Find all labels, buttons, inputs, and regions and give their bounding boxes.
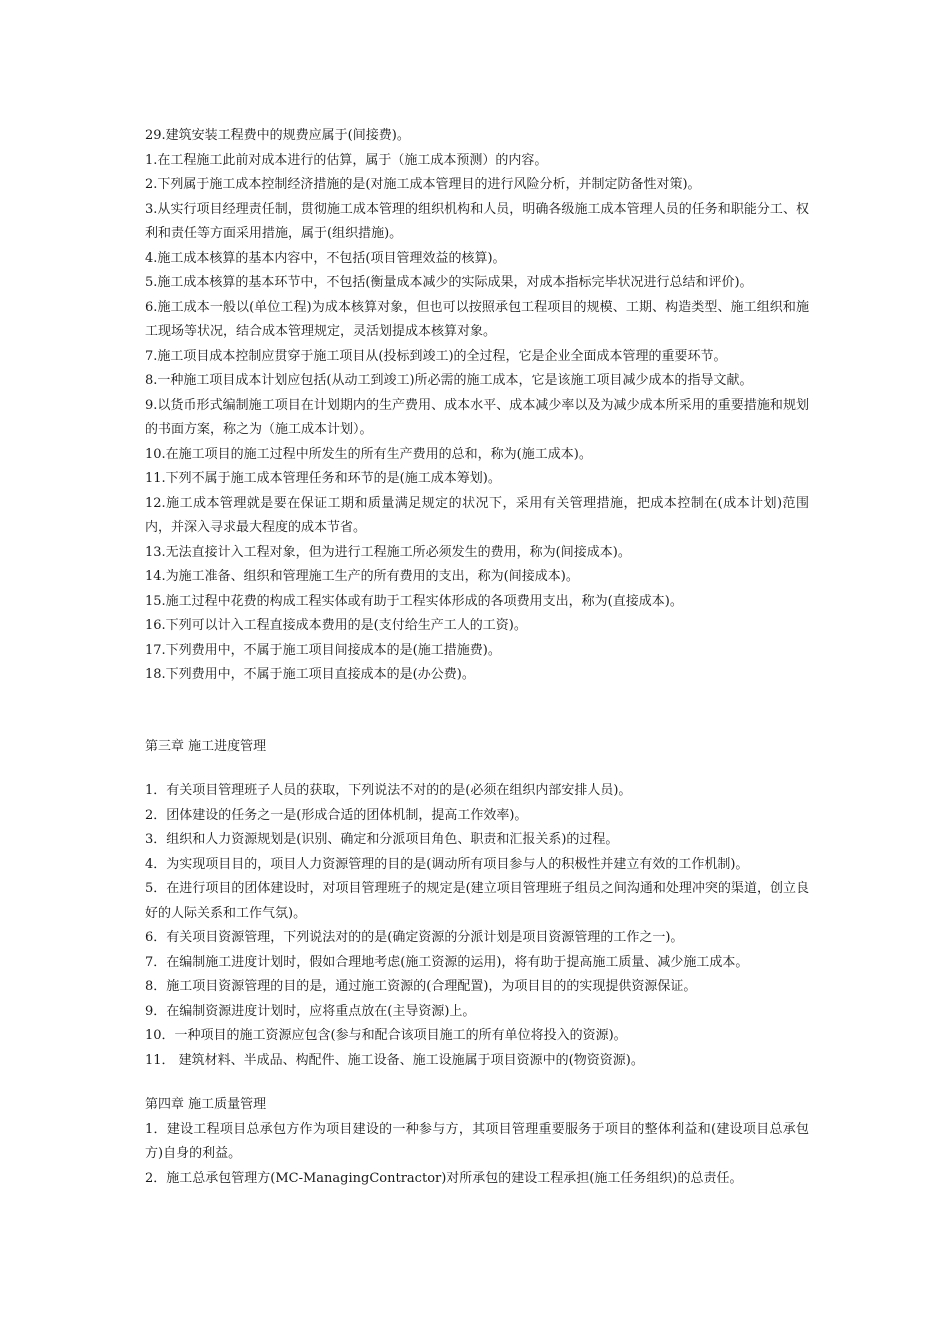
paragraph: 18.下列费用中，不属于施工项目直接成本的是(办公费)。 (145, 667, 475, 682)
list-item: 4．为实现项目目的，项目人力资源管理的目的是(调动所有项目参与人的积极性并建立有效的工作机制)。 (145, 856, 749, 872)
paragraph: 3.从实行项目经理责任制，贯彻施工成本管理的组织机构和人员，明确各级施工成本管理人员的任务和职能分工、权利和责任等方面采用措施，属于(组织措施)。 (145, 201, 809, 241)
paragraph: 2.下列属于施工成本控制经济措施的是(对施工成本管理目的进行风险分析，并制定防备性对策)。 (145, 177, 701, 192)
list-item: 5．在进行项目的团体建设时，对项目管理班子的规定是(建立项目管理班子组员之间沟通和处理冲突的渠道，创立良好的人际关系和工作气氛)。 (145, 881, 809, 921)
paragraph: 13.无法直接计入工程对象，但为进行工程施工所必须发生的费用，称为(间接成本)。 (145, 544, 631, 560)
paragraph: 1.在工程施工此前对成本进行的估算，属于（施工成本预测）的内容。 (145, 152, 548, 168)
paragraph: 5.施工成本核算的基本环节中，不包括(衡量成本减少的实际成果，对成本指标完毕状况进行总结和评价)。 (145, 275, 753, 290)
paragraph: 9.以货币形式编制施工项目在计划期内的生产费用、成本水平、成本减少率以及为减少成本所采用的重要措施和规划的书面方案，称之为（施工成本计划）。 (145, 397, 809, 437)
list-item: 3．组织和人力资源规划是(识别、确定和分派项目角色、职责和汇报关系)的过程。 (145, 832, 619, 847)
chapter-4-section (145, 1093, 809, 1191)
document-page (145, 124, 809, 1191)
list-item: 9．在编制资源进度计划时，应将重点放在(主导资源)上。 (145, 1003, 476, 1019)
spacer (145, 688, 809, 735)
spacer (145, 1073, 809, 1093)
list-item: 2．施工总承包管理方(MC-ManagingContractor)对所承包的建设工程承担(施工任务组织)的总责任。 (145, 1170, 743, 1186)
paragraph: 14.为施工准备、组织和管理施工生产的所有费用的支出，称为(间接成本)。 (145, 569, 579, 584)
chapter-heading: 第三章 施工进度管理 (145, 738, 267, 754)
chapter-3-section (145, 735, 809, 1074)
paragraph: 16.下列可以计入工程直接成本费用的是(支付给生产工人的工资)。 (145, 618, 527, 633)
paragraph: 15.施工过程中花费的构成工程实体或有助于工程实体形成的各项费用支出，称为(直接成本)。 (145, 593, 683, 609)
paragraph: 7.施工项目成本控制应贯穿于施工项目从(投标到竣工)的全过程，它是企业全面成本管理的重要环节。 (145, 348, 727, 364)
paragraph: 29.建筑安装工程费中的规费应属于(间接费)。 (145, 128, 410, 143)
chapter-heading: 第四章 施工质量管理 (145, 1097, 267, 1112)
paragraph: 6.施工成本一般以(单位工程)为成本核算对象，但也可以按照承包工程项目的规模、工期、构造类型、施工组织和施工现场等状况，结合成本管理规定，灵活划提成本核算对象。 (145, 299, 809, 339)
paragraph: 8.一种施工项目成本计划应包括(从动工到竣工)所必需的施工成本，它是该施工项目减少成本的指导文献。 (145, 373, 753, 388)
paragraph: 12.施工成本管理就是要在保证工期和质量满足规定的状况下，采用有关管理措施，把成本控制在(成本计划)范围内，并深入寻求最大程度的成本节省。 (145, 495, 809, 535)
section-intro (145, 124, 809, 688)
list-item: 8．施工项目资源管理的目的是，通过施工资源的(合理配置)，为项目目的的实现提供资源保证。 (145, 979, 697, 994)
paragraph: 11.下列不属于施工成本管理任务和环节的是(施工成本筹划)。 (145, 471, 501, 486)
list-item: 10．一种项目的施工资源应包含(参与和配合该项目施工的所有单位将投入的资源)。 (145, 1028, 627, 1043)
list-item: 1．有关项目管理班子人员的获取，下列说法不对的的是(必须在组织内部安排人员)。 (145, 783, 632, 798)
list-item: 1．建设工程项目总承包方作为项目建设的一种参与方，其项目管理重要服务于项目的整体利益和(建设项目总承包方)自身的利益。 (145, 1121, 809, 1161)
list-item: 2．团体建设的任务之一是(形成合适的团体机制，提高工作效率)。 (145, 807, 528, 823)
spacer (145, 759, 809, 779)
paragraph: 17.下列费用中，不属于施工项目间接成本的是(施工措施费)。 (145, 642, 501, 658)
paragraph: 4.施工成本核算的基本内容中，不包括(项目管理效益的核算)。 (145, 250, 506, 266)
list-item: 6．有关项目资源管理，下列说法对的的是(确定资源的分派计划是项目资源管理的工作之一)。 (145, 930, 684, 945)
paragraph: 10.在施工项目的施工过程中所发生的所有生产费用的总和，称为(施工成本)。 (145, 446, 592, 462)
list-item: 11． 建筑材料、半成品、构配件、施工设备、施工设施属于项目资源中的(物资资源)。 (145, 1052, 644, 1068)
list-item: 7．在编制施工进度计划时，假如合理地考虑(施工资源的运用)，将有助于提高施工质量、减少施工成本。 (145, 954, 749, 970)
